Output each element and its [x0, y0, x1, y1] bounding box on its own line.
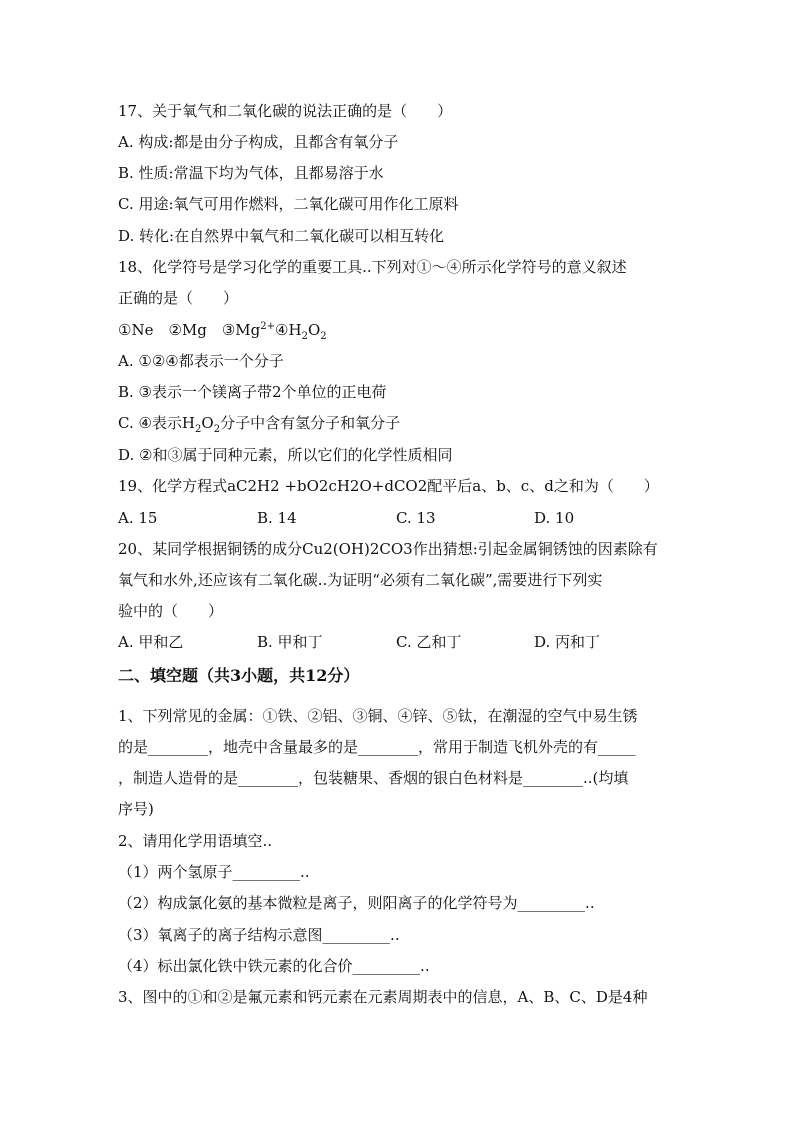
fill3-line1: 3、图中的①和②是氟元素和钙元素在元素周期表中的信息，A、B、C、D是4种	[118, 988, 648, 1006]
q20-option-c: C. 乙和丁	[396, 633, 462, 651]
q20-option-a: A. 甲和乙	[118, 633, 184, 651]
q19-option-d: D. 10	[534, 509, 575, 527]
q18-symbol-h: ④H	[275, 321, 302, 339]
q17-option-b: B. 性质:常温下均为气体，且都易溶于水	[118, 164, 384, 182]
fill1-line3: ，制造人造骨的是________，包装糖果、香烟的银白色材料是________..(均填	[118, 769, 629, 787]
q19-stem: 19、化学方程式aC2H2 +bO2cH2O+dCO2配平后a、b、c、d之和为（ ）	[118, 477, 659, 495]
q18-option-c-suffix: 分子中含有氢分子和氧分子	[220, 414, 401, 432]
q18-option-a: A. ①②④都表示一个分子	[118, 352, 284, 370]
subscript: 2	[301, 331, 308, 342]
q18-stem-line1: 18、化学符号是学习化学的重要工具..下列对①～④所示化学符号的意义叙述	[118, 258, 627, 276]
q20-option-b: B. 甲和丁	[257, 633, 323, 651]
fill2-sub4: （4）标出氯化铁中铁元素的化合价_________..	[118, 957, 430, 975]
q17-option-a: A. 构成:都是由分子构成，且都含有氧分子	[118, 133, 399, 151]
fill2-stem: 2、请用化学用语填空..	[118, 832, 273, 850]
q20-option-d: D. 丙和丁	[534, 633, 601, 651]
q18-stem-line2: 正确的是（ ）	[118, 289, 239, 307]
q17-option-c: C. 用途:氧气可用作燃料，二氧化碳可用作化工原料	[118, 195, 459, 213]
fill2-sub1: （1）两个氢原子_________..	[118, 863, 310, 881]
q18-option-c-prefix: C. ④表示H	[118, 414, 196, 432]
q20-stem-line3: 验中的（ ）	[118, 602, 224, 620]
q18-symbols	[118, 320, 327, 340]
charge-superscript: 2+	[260, 321, 276, 332]
subscript: 2	[195, 424, 202, 435]
fill1-line1: 1、下列常见的金属：①铁、②铝、③铜、④锌、⑤钛，在潮湿的空气中易生锈	[118, 707, 638, 725]
q19-option-b: B. 14	[257, 509, 297, 527]
q18-option-b: B. ③表示一个镁离子带2个单位的正电荷	[118, 383, 387, 401]
fill2-sub3: （3）氧离子的离子结构示意图_________..	[118, 926, 400, 944]
q17-stem: 17、关于氧气和二氧化碳的说法正确的是（ ）	[118, 102, 453, 120]
fill1-line4: 序号)	[118, 800, 154, 818]
section-heading: 二、填空题（共3小题，共12分）	[118, 666, 360, 685]
q18-symbols-text: ①Ne ②Mg ③Mg	[118, 321, 261, 339]
fill2-sub2: （2）构成氯化氨的基本微粒是离子，则阳离子的化学符号为_________..	[118, 894, 595, 912]
q19-option-c: C. 13	[396, 509, 436, 527]
q18-option-c-o: O	[201, 414, 214, 432]
q20-stem-line2: 氧气和水外,还应该有二氧化碳..为证明“必须有二氧化碳”,需要进行下列实	[118, 571, 603, 589]
fill1-line2: 的是________，地壳中含量最多的是________，常用于制造飞机外壳的有_____	[118, 738, 636, 756]
subscript: 2	[213, 424, 221, 435]
subscript: 2	[320, 331, 327, 342]
q20-stem-line1: 20、某同学根据铜锈的成分Cu2(OH)2CO3作出猜想:引起金属铜锈蚀的因素除有	[118, 540, 658, 558]
q18-option-d: D. ②和③属于同种元素，所以它们的化学性质相同	[118, 446, 453, 464]
q19-option-a: A. 15	[118, 509, 158, 527]
q18-option-c	[118, 413, 400, 433]
q18-symbol-o: O	[307, 321, 321, 339]
q17-option-d: D. 转化:在自然界中氧气和二氧化碳可以相互转化	[118, 227, 445, 245]
